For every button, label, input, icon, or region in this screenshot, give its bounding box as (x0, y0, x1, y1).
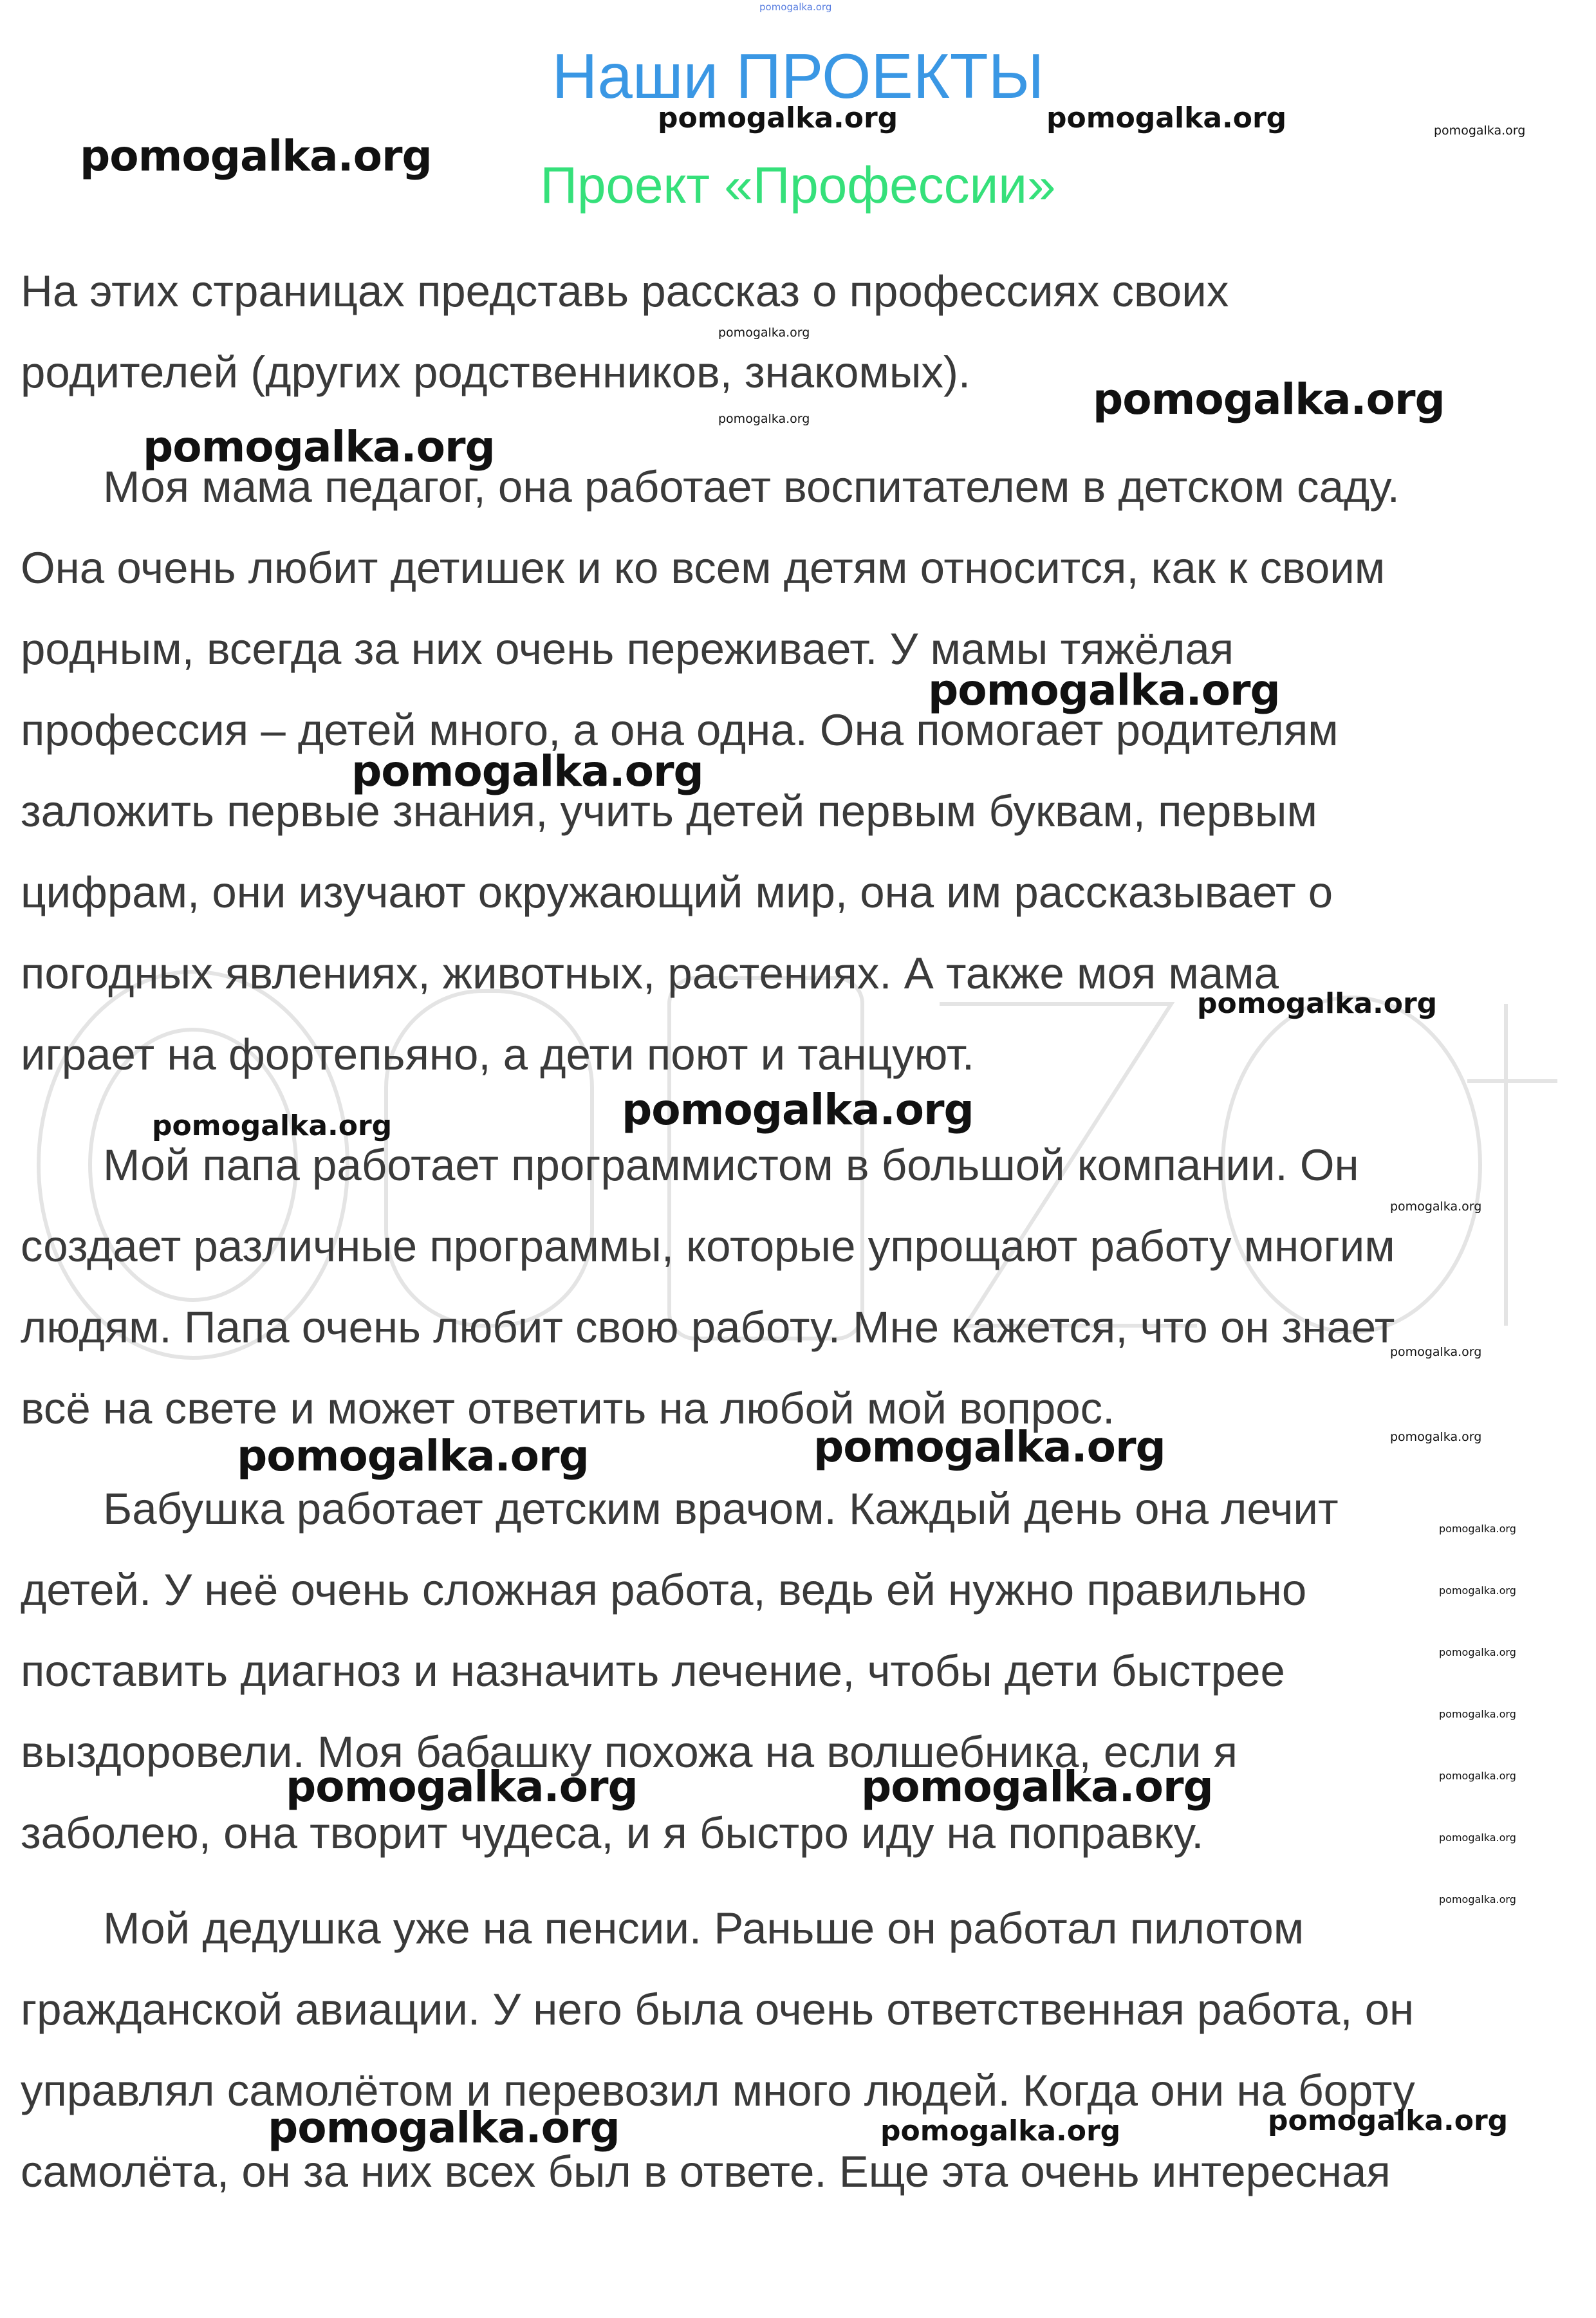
page-title: Наши ПРОЕКТЫ (552, 41, 1044, 111)
paragraph-line: поставить диагноз и назначить лечение, чтобы дети быстрее (21, 1646, 1285, 1696)
watermark-text: pomogalka.org (237, 1431, 589, 1481)
watermark-text: pomogalka.org (351, 746, 703, 796)
watermark-text: pomogalka.org (622, 1085, 974, 1135)
watermark-text: pomogalka.org (718, 326, 810, 340)
intro-line: родителей (других родственников, знакомых). (21, 348, 971, 397)
watermark-text: pomogalka.org (813, 1422, 1165, 1472)
paragraph-line: погодных явлениях, животных, растениях. А также моя мама (21, 949, 1279, 998)
watermark-text: pomogalka.org (80, 131, 432, 181)
paragraph-line: заложить первые знания, учить детей первым буквам, первым (21, 786, 1317, 836)
watermark-text: pomogalka.org (1439, 1584, 1516, 1597)
paragraph-line: Бабушка работает детским врачом. Каждый день она лечит (103, 1484, 1339, 1534)
watermark-text: pomogalka.org (1390, 1345, 1482, 1359)
watermark-text: pomogalka.org (1439, 1523, 1516, 1535)
paragraph-line: заболею, она творит чудеса, и я быстро иду на поправку. (21, 1808, 1204, 1858)
watermark-text: pomogalka.org (880, 2115, 1121, 2147)
paragraph-line: Моя мама педагог, она работает воспитателем в детском саду. (103, 462, 1400, 512)
paragraph-line: Она очень любит детишек и ко всем детям относится, как к своим (21, 543, 1386, 593)
watermark-top: pomogalka.org (759, 1, 832, 13)
watermark-text: pomogalka.org (861, 1762, 1213, 1812)
watermark-text: pomogalka.org (1439, 1708, 1516, 1720)
watermark-text: pomogalka.org (718, 412, 810, 426)
watermark-text: pomogalka.org (928, 665, 1280, 715)
watermark-text: pomogalka.org (1093, 375, 1445, 424)
watermark-text: pomogalka.org (1197, 987, 1438, 1020)
paragraph-line: Мой папа работает программистом в большой компании. Он (103, 1140, 1359, 1190)
watermark-text: pomogalka.org (1439, 1893, 1516, 1905)
watermark-text: pomogalka.org (268, 2103, 620, 2153)
watermark-text: pomogalka.org (1439, 1770, 1516, 1782)
paragraph-line: детей. У неё очень сложная работа, ведь ей нужно правильно (21, 1565, 1307, 1615)
watermark-text: pomogalka.org (1439, 1646, 1516, 1658)
paragraph-line: всё на свете и может ответить на любой мой вопрос. (21, 1384, 1115, 1433)
paragraph-line: управлял самолётом и перевозил много людей. Когда они на борту (21, 2066, 1415, 2115)
paragraph-line: Мой дедушка уже на пенсии. Раньше он работал пилотом (103, 1904, 1304, 1953)
paragraph-line: цифрам, они изучают окружающий мир, она им рассказывает о (21, 867, 1333, 917)
watermark-text: pomogalka.org (658, 102, 898, 134)
paragraph-line: родным, всегда за них очень переживает. У мамы тяжёлая (21, 624, 1234, 674)
watermark-text: pomogalka.org (152, 1109, 393, 1142)
watermark-text: pomogalka.org (286, 1762, 638, 1812)
paragraph-line: самолёта, он за них всех был в ответе. Еще эта очень интересная (21, 2147, 1391, 2196)
paragraph-line: создает различные программы, которые упрощают работу многим (21, 1221, 1395, 1271)
watermark-text: pomogalka.org (1390, 1200, 1482, 1214)
intro-line: На этих страницах представь рассказ о профессиях своих (21, 266, 1229, 316)
watermark-text: pomogalka.org (1268, 2104, 1508, 2137)
watermark-text: pomogalka.org (1046, 102, 1287, 134)
paragraph-line: играет на фортепьяно, а дети поют и танцуют. (21, 1030, 975, 1079)
paragraph-line: профессия – детей много, а она одна. Она помогает родителям (21, 705, 1339, 755)
watermark-text: pomogalka.org (1434, 124, 1526, 138)
paragraph-line: выздоровели. Моя бабашку похожа на волшебника, если я (21, 1727, 1238, 1777)
watermark-text: pomogalka.org (143, 422, 495, 472)
paragraph-line: гражданской авиации. У него была очень ответственная работа, он (21, 1985, 1415, 2034)
watermark-text: pomogalka.org (1390, 1430, 1482, 1444)
page-subtitle: Проект «Профессии» (540, 156, 1056, 214)
watermark-text: pomogalka.org (1439, 1831, 1516, 1844)
paragraph-line: людям. Папа очень любит свою работу. Мне кажется, что он знает (21, 1303, 1395, 1352)
